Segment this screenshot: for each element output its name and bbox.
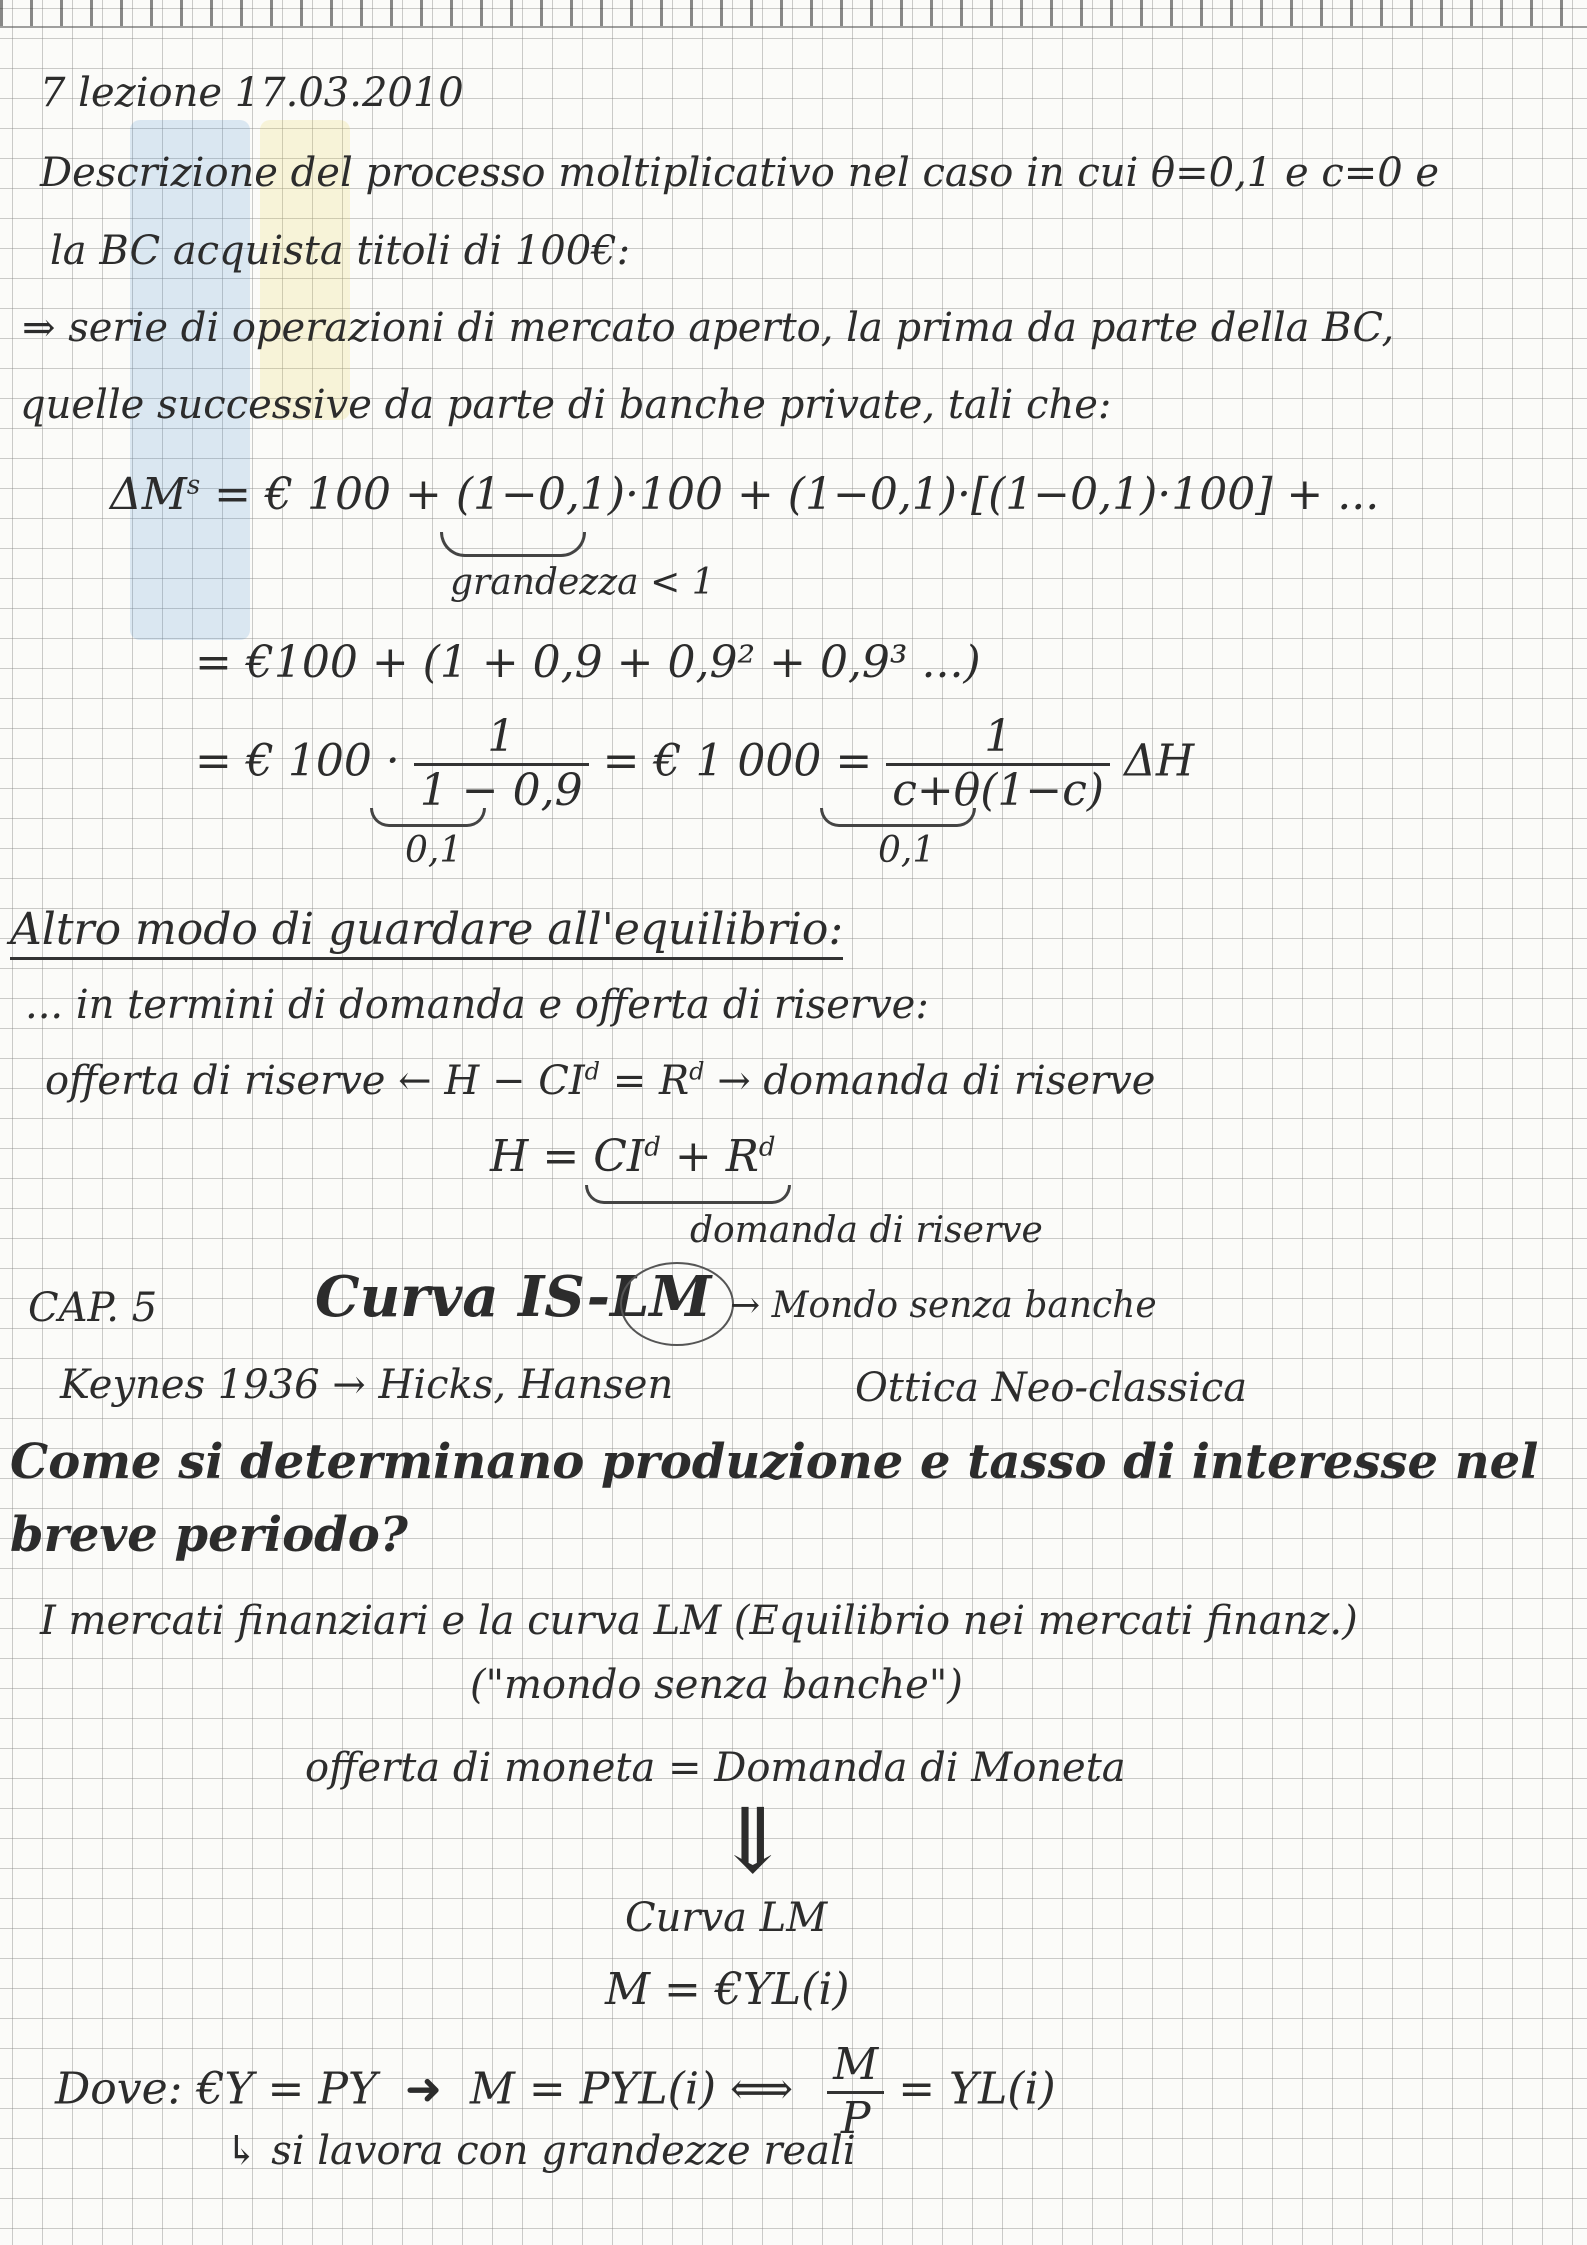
chapter-title: Curva IS-LM — [315, 1264, 712, 1330]
chapter-line: Keynes 1936 → Hicks, Hansen — [60, 1362, 674, 1408]
fraction-1 — [414, 712, 589, 816]
reserves-note: domanda di riserve — [690, 1210, 1043, 1251]
paragraph-line: la BC acquista titoli di 100€: — [50, 228, 631, 274]
question-line: breve periodo? — [10, 1507, 408, 1563]
equation-fraction-line — [195, 712, 1194, 816]
curve-label: Curva LM — [625, 1895, 828, 1941]
section-heading — [10, 905, 843, 956]
chapter-line: Ottica Neo-classica — [855, 1365, 1248, 1411]
right-arrow-icon: ➜ — [405, 2063, 442, 2115]
derivation-part: Dove: €Y = PY — [55, 2063, 378, 2115]
derivation-part: M = PYL(i) ⟺ — [469, 2063, 794, 2115]
fraction-2 — [886, 712, 1110, 816]
notebook-binding-edge — [0, 0, 1587, 28]
fraction-numerator: M — [827, 2040, 884, 2094]
paragraph-line: quelle successive da parte di banche private, tali che: — [20, 382, 1112, 428]
equation-line: = €100 + (1 + 0,9 + 0,9² + 0,9³ ...) — [195, 637, 981, 688]
paragraph-line: ... in termini di domanda e offerta di riserve: — [25, 982, 929, 1028]
equation-rhs: = € 100 + (1−0,1)·100 + (1−0,1)·[(1−0,1)·100] + ... — [200, 469, 1380, 520]
equation-delta-m — [110, 470, 1379, 521]
brace-mark — [370, 808, 486, 827]
brace-mark — [585, 1185, 791, 1204]
equation-part: = € 1 000 = — [602, 735, 873, 787]
equation-part: = € 100 · — [195, 735, 400, 787]
equation-part: ΔH — [1124, 735, 1195, 787]
reserves-identity: $H = CI^d + R^d$ — [490, 1131, 776, 1182]
chapter-label: CAP. 5 — [28, 1285, 158, 1331]
reserves-demand: → domanda di riserve — [717, 1058, 1156, 1104]
paragraph-line: offerta di moneta = Domanda di Moneta — [305, 1745, 1126, 1791]
brace-mark — [440, 532, 586, 557]
fraction-numerator: 1 — [886, 712, 1110, 766]
paragraph-line: ↳ si lavora con grandezze reali — [225, 2128, 856, 2174]
down-arrow-icon: ⇓ — [715, 1789, 791, 1894]
equation-lhs: ΔM — [110, 469, 187, 520]
paragraph-line: I mercati finanziari e la curva LM (Equilibrio nei mercati finanz.) — [40, 1598, 1358, 1644]
fraction-numerator: 1 — [414, 712, 589, 766]
question-line: Come si determinano produzione e tasso di interesse nel — [10, 1434, 1539, 1490]
reserves-supply: offerta di riserve ← — [45, 1058, 432, 1104]
paragraph-line: Descrizione del processo moltiplicativo nel caso in cui θ=0,1 e c=0 e — [40, 150, 1440, 196]
brace-value: 0,1 — [878, 830, 936, 871]
lm-equation: M = €YL(i) — [605, 1964, 850, 2015]
circle-mark — [620, 1262, 734, 1346]
derivation-part: = YL(i) — [898, 2063, 1056, 2115]
reserves-equation: $H - CI^d = R^d$ — [444, 1057, 705, 1104]
chapter-note: → Mondo senza banche — [730, 1285, 1157, 1326]
paragraph-line: ("mondo senza banche") — [470, 1662, 963, 1708]
heading-text: Altro modo di guardare all'equilibrio: — [10, 904, 843, 960]
fraction-denominator: c+θ(1−c) — [892, 764, 1105, 816]
fraction-denominator: P — [840, 2092, 871, 2144]
fraction-denominator: 1 − 0,9 — [419, 764, 583, 816]
equation-superscript: s — [186, 470, 201, 501]
brace-mark — [820, 808, 976, 827]
lesson-header: 7 lezione 17.03.2010 — [40, 70, 464, 116]
paragraph-line: ⇒ serie di operazioni di mercato aperto, la prima da parte della BC, — [22, 305, 1395, 351]
equation-note: grandezza < 1 — [450, 562, 715, 603]
reserves-line — [45, 1058, 1155, 1104]
brace-value: 0,1 — [405, 830, 463, 871]
